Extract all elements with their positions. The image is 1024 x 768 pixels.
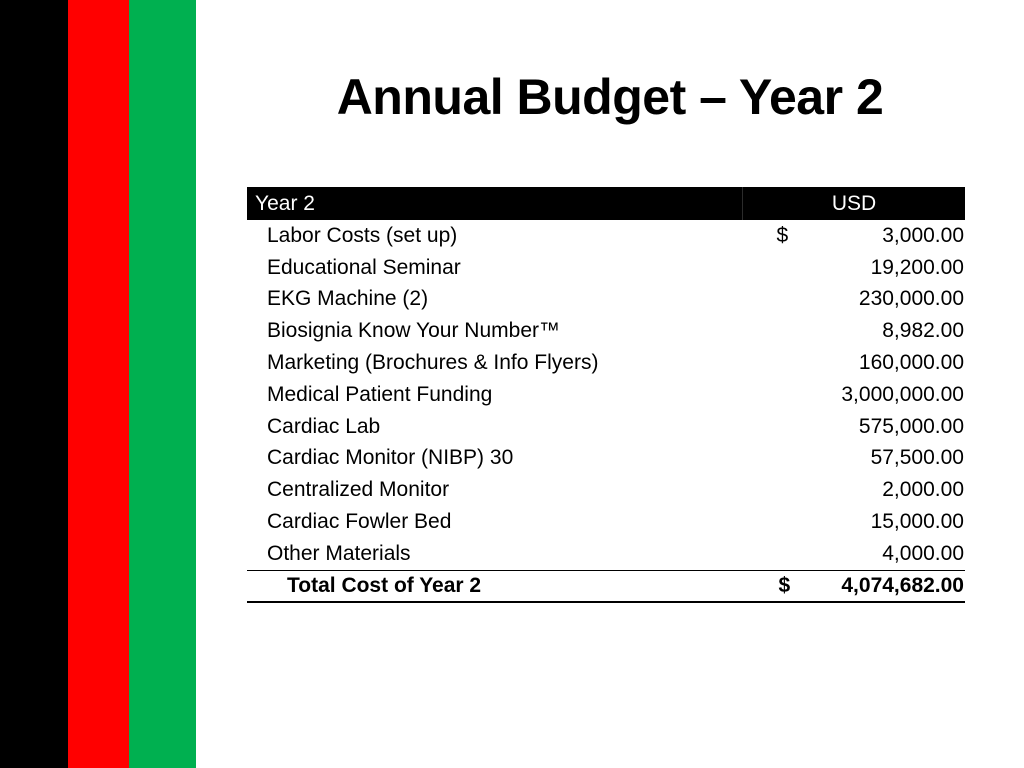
black-stripe [0,0,68,768]
row-label: Cardiac Fowler Bed [267,510,452,534]
row-amount: 3,000.00 [882,223,964,247]
row-label: Cardiac Monitor (NIBP) 30 [267,446,514,470]
table-row [247,347,965,379]
row-amount: 230,000.00 [858,287,964,311]
total-amount: 4,074,682.00 [819,570,966,602]
row-amount: 15,000.00 [870,510,964,534]
slide-title: Annual Budget – Year 2 [336,69,884,125]
table-row [247,411,965,443]
row-label: Marketing (Brochures & Info Flyers) [267,351,599,375]
row-label: Other Materials [267,541,411,565]
table-row [247,538,965,570]
row-amount: 3,000,000.00 [841,382,964,406]
row-currency: $ [776,223,789,247]
total-row [247,570,965,602]
row-label: Labor Costs (set up) [267,223,458,247]
table-row [247,220,965,252]
header-usd-label: USD [743,187,966,220]
header-year-label: Year 2 [247,187,743,220]
table-row [247,315,965,347]
total-currency: $ [743,570,819,602]
table-row [247,252,965,284]
row-label: Educational Seminar [267,255,461,279]
table-header-row [247,187,965,220]
row-currency [743,474,819,506]
row-amount: 575,000.00 [858,414,964,438]
row-label: Biosignia Know Your Number™ [267,319,560,343]
row-currency [743,411,819,443]
table-row [247,474,965,506]
table-row [247,284,965,316]
row-currency [743,284,819,316]
row-currency [743,379,819,411]
red-stripe [68,0,129,768]
row-currency [743,443,819,475]
row-currency [743,252,819,284]
row-label: EKG Machine (2) [267,287,429,311]
row-currency [743,347,819,379]
row-amount: 4,000.00 [882,541,964,565]
total-label: Total Cost of Year 2 [247,570,743,602]
table-row [247,443,965,475]
row-label: Cardiac Lab [267,414,381,438]
budget-table [247,187,965,603]
row-amount: 57,500.00 [870,446,964,470]
row-currency [743,315,819,347]
table-body [247,220,965,570]
row-amount: 19,200.00 [870,255,964,279]
row-currency [743,538,819,570]
row-currency [743,506,819,538]
row-amount: 8,982.00 [882,319,964,343]
row-label: Centralized Monitor [267,478,450,502]
table-row [247,379,965,411]
green-stripe [129,0,196,768]
row-label: Medical Patient Funding [267,382,493,406]
table-row [247,506,965,538]
row-amount: 160,000.00 [858,351,964,375]
row-amount: 2,000.00 [882,478,964,502]
